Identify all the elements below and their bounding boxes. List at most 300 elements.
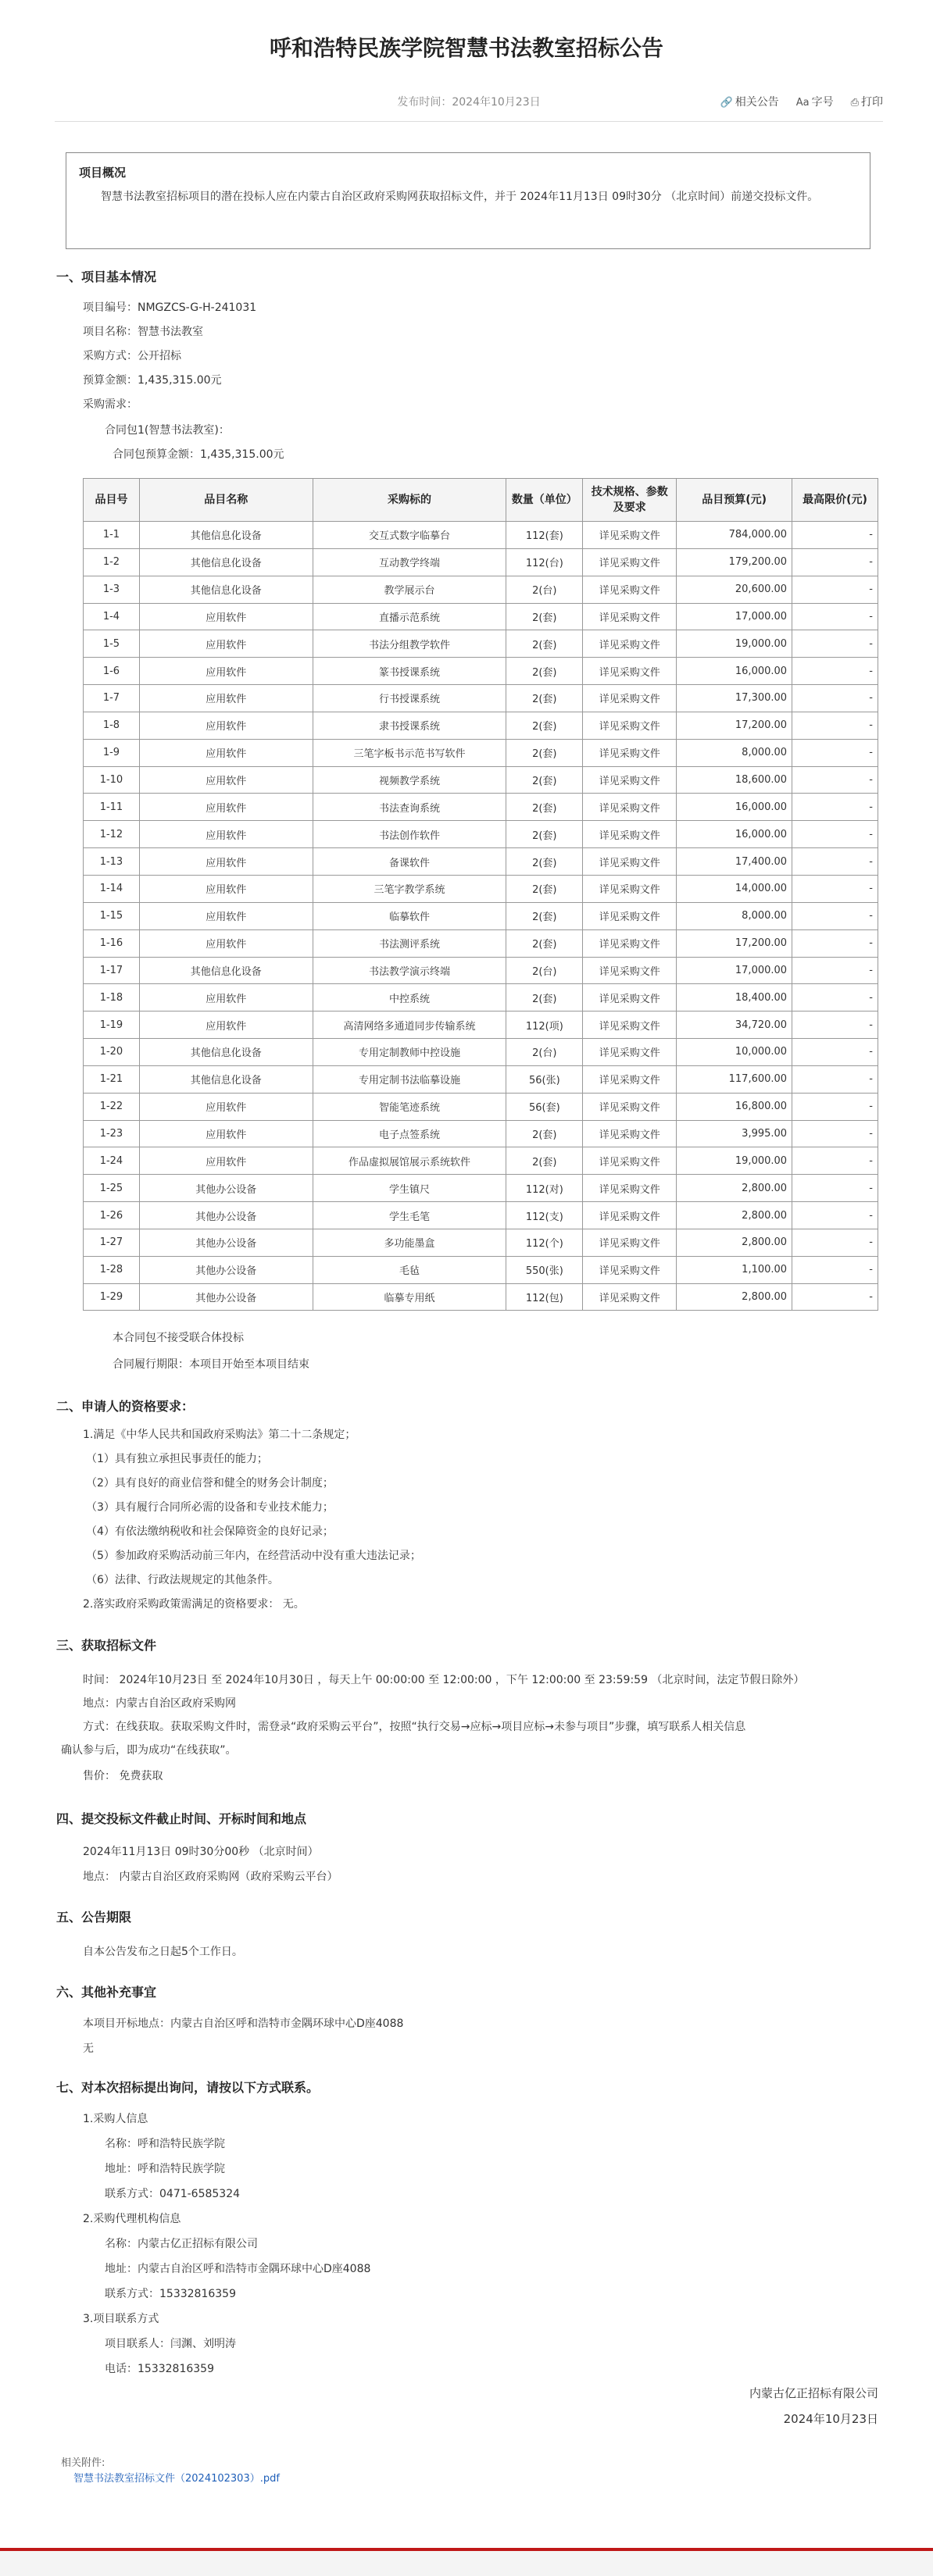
table-cell: 学生镇尺 bbox=[313, 1175, 506, 1202]
table-cell: 2(套) bbox=[506, 630, 583, 658]
table-cell: - bbox=[792, 794, 878, 821]
table-cell: 应用软件 bbox=[139, 739, 313, 766]
table-cell: 16,000.00 bbox=[677, 658, 792, 685]
table-cell: - bbox=[792, 984, 878, 1011]
table-cell: - bbox=[792, 766, 878, 794]
purchaser-contact: 联系方式：0471-6585324 bbox=[105, 2188, 241, 2200]
table-cell: 112(项) bbox=[506, 1011, 583, 1039]
table-row bbox=[84, 1283, 878, 1311]
table-cell: 其他信息化设备 bbox=[139, 522, 313, 549]
table-cell: 应用软件 bbox=[139, 848, 313, 876]
table-cell: - bbox=[792, 603, 878, 630]
column-header: 数量（单位） bbox=[506, 479, 583, 522]
procurement-need: 采购需求： bbox=[83, 398, 138, 411]
table-cell: 18,600.00 bbox=[677, 766, 792, 794]
table-cell: 20,600.00 bbox=[677, 576, 792, 603]
table-cell: 其他办公设备 bbox=[139, 1229, 313, 1256]
table-row bbox=[84, 794, 878, 821]
table-cell: 其他办公设备 bbox=[139, 1256, 313, 1283]
notice-period: 自本公告发布之日起5个工作日。 bbox=[83, 1946, 243, 1958]
agency-address: 地址：内蒙古自治区呼和浩特市金隅环球中心D座4088 bbox=[105, 2263, 371, 2275]
printer-icon: ⎙ bbox=[850, 97, 859, 109]
table-cell: - bbox=[792, 1229, 878, 1256]
table-cell: 临摹软件 bbox=[313, 902, 506, 929]
procurement-method: 采购方式：公开招标 bbox=[83, 350, 181, 362]
toolbar bbox=[720, 94, 883, 109]
table-cell: 书法创作软件 bbox=[313, 821, 506, 848]
table-cell: 应用软件 bbox=[139, 685, 313, 712]
qualification-line: 2.落实政府采购政策需满足的资格要求： 无。 bbox=[83, 1598, 305, 1611]
table-cell: 应用软件 bbox=[139, 794, 313, 821]
table-cell: 详见采购文件 bbox=[583, 1093, 677, 1120]
section-7-title: 七、对本次招标提出询问，请按以下方式联系。 bbox=[56, 2080, 320, 2095]
project-contact-heading: 3.项目联系方式 bbox=[83, 2313, 159, 2325]
table-cell: - bbox=[792, 1120, 878, 1147]
purchaser-address: 地址：呼和浩特民族学院 bbox=[105, 2163, 225, 2175]
table-cell: 2(套) bbox=[506, 712, 583, 739]
page-title: 呼和浩特民族学院智慧书法教室招标公告 bbox=[269, 35, 663, 61]
agency-name: 名称：内蒙古亿正招标有限公司 bbox=[105, 2238, 258, 2250]
project-contact-phone: 电话：15332816359 bbox=[105, 2363, 214, 2375]
table-cell: 详见采购文件 bbox=[583, 548, 677, 576]
section-2-title: 二、申请人的资格要求： bbox=[56, 1399, 195, 1414]
table-row bbox=[84, 685, 878, 712]
table-cell: 三笔字板书示范书写软件 bbox=[313, 739, 506, 766]
table-row bbox=[84, 1093, 878, 1120]
signature-org: 内蒙古亿正招标有限公司 bbox=[749, 2386, 878, 2400]
table-cell: 17,300.00 bbox=[677, 685, 792, 712]
table-cell: 2(套) bbox=[506, 1120, 583, 1147]
table-cell: 其他信息化设备 bbox=[139, 1065, 313, 1093]
table-cell: 2(台) bbox=[506, 1039, 583, 1066]
table-cell: 详见采购文件 bbox=[583, 1175, 677, 1202]
table-cell: 互动教学终端 bbox=[313, 548, 506, 576]
qualification-line: （6）法律、行政法规规定的其他条件。 bbox=[86, 1574, 279, 1586]
table-row bbox=[84, 1229, 878, 1256]
table-cell: 112(套) bbox=[506, 522, 583, 549]
table-cell: 112(台) bbox=[506, 548, 583, 576]
table-cell: - bbox=[792, 875, 878, 902]
table-cell: 详见采购文件 bbox=[583, 658, 677, 685]
table-cell: - bbox=[792, 576, 878, 603]
table-cell: 作品虚拟展馆展示系统软件 bbox=[313, 1147, 506, 1175]
package-note-2: 合同履行期限：本项目开始至本项目结束 bbox=[113, 1358, 309, 1371]
table-cell: 应用软件 bbox=[139, 929, 313, 957]
deadline-time: 2024年11月13日 09时30分00秒 （北京时间） bbox=[83, 1846, 319, 1858]
table-cell: 17,400.00 bbox=[677, 848, 792, 876]
table-cell: 1-26 bbox=[84, 1202, 140, 1229]
table-cell: 2(套) bbox=[506, 739, 583, 766]
publish-time: 发布时间：2024年10月23日 bbox=[397, 96, 541, 109]
table-cell: 详见采购文件 bbox=[583, 902, 677, 929]
column-header: 品目号 bbox=[84, 479, 140, 522]
table-cell: - bbox=[792, 1039, 878, 1066]
table-cell: 智能笔迹系统 bbox=[313, 1093, 506, 1120]
table-cell: 1-25 bbox=[84, 1175, 140, 1202]
table-cell: 8,000.00 bbox=[677, 902, 792, 929]
table-cell: 1-17 bbox=[84, 957, 140, 984]
table-row bbox=[84, 1011, 878, 1039]
table-cell: 其他信息化设备 bbox=[139, 576, 313, 603]
agency-contact: 联系方式：15332816359 bbox=[105, 2288, 236, 2300]
table-cell: - bbox=[792, 821, 878, 848]
obtain-time: 时间： 2024年10月23日 至 2024年10月30日 ，每天上午 00:00:00 至 12:00:00 ，下午 12:00:00 至 23:59:59 （北京时间，法定节假日除外） bbox=[83, 1674, 805, 1686]
table-cell: 其他信息化设备 bbox=[139, 548, 313, 576]
table-cell: 多功能墨盒 bbox=[313, 1229, 506, 1256]
table-cell: 应用软件 bbox=[139, 1120, 313, 1147]
summary-heading: 项目概况 bbox=[79, 166, 127, 180]
table-cell: 2(套) bbox=[506, 1147, 583, 1175]
table-cell: 1-22 bbox=[84, 1093, 140, 1120]
table-cell: 详见采购文件 bbox=[583, 522, 677, 549]
table-cell: - bbox=[792, 848, 878, 876]
table-cell: 16,800.00 bbox=[677, 1093, 792, 1120]
table-cell: 详见采购文件 bbox=[583, 1202, 677, 1229]
table-cell: 应用软件 bbox=[139, 766, 313, 794]
budget-amount: 预算金额：1,435,315.00元 bbox=[83, 374, 222, 387]
table-cell: 毛毡 bbox=[313, 1256, 506, 1283]
signature-date: 2024年10月23日 bbox=[783, 2412, 878, 2426]
table-cell: 详见采购文件 bbox=[583, 929, 677, 957]
table-row bbox=[84, 1039, 878, 1066]
table-cell: 17,000.00 bbox=[677, 957, 792, 984]
table-cell: 书法分组教学软件 bbox=[313, 630, 506, 658]
table-cell: - bbox=[792, 630, 878, 658]
table-cell: 179,200.00 bbox=[677, 548, 792, 576]
table-cell: 1-6 bbox=[84, 658, 140, 685]
table-cell: - bbox=[792, 739, 878, 766]
table-cell: 1-24 bbox=[84, 1147, 140, 1175]
table-cell: 详见采购文件 bbox=[583, 576, 677, 603]
table-row bbox=[84, 522, 878, 549]
contract-package: 合同包1(智慧书法教室)： bbox=[105, 424, 230, 437]
qualification-line: （3）具有履行合同所必需的设备和专业技术能力； bbox=[86, 1501, 334, 1514]
table-cell: 1-7 bbox=[84, 685, 140, 712]
table-cell: 详见采购文件 bbox=[583, 794, 677, 821]
table-cell: 17,200.00 bbox=[677, 712, 792, 739]
table-cell: 1-1 bbox=[84, 522, 140, 549]
table-cell: 550(张) bbox=[506, 1256, 583, 1283]
table-cell: 2,800.00 bbox=[677, 1202, 792, 1229]
column-header: 品目名称 bbox=[139, 479, 313, 522]
table-cell: 详见采购文件 bbox=[583, 739, 677, 766]
table-cell: 应用软件 bbox=[139, 902, 313, 929]
table-row bbox=[84, 1202, 878, 1229]
table-cell: - bbox=[792, 957, 878, 984]
table-cell: 1-18 bbox=[84, 984, 140, 1011]
section-3-title: 三、获取招标文件 bbox=[56, 1638, 157, 1653]
table-cell: 1-15 bbox=[84, 902, 140, 929]
table-cell: 其他信息化设备 bbox=[139, 957, 313, 984]
table-cell: 2(套) bbox=[506, 603, 583, 630]
table-cell: 2,800.00 bbox=[677, 1283, 792, 1311]
print-label: 打印 bbox=[861, 96, 883, 109]
table-cell: 应用软件 bbox=[139, 603, 313, 630]
table-cell: - bbox=[792, 685, 878, 712]
column-header: 技术规格、参数及要求 bbox=[583, 479, 677, 522]
attachments-label: 相关附件: bbox=[61, 2457, 105, 2469]
table-cell: - bbox=[792, 1147, 878, 1175]
related-notice-label: 相关公告 bbox=[735, 96, 779, 109]
table-cell: 其他办公设备 bbox=[139, 1283, 313, 1311]
qualification-line: （1）具有独立承担民事责任的能力； bbox=[86, 1453, 268, 1465]
table-cell: 详见采购文件 bbox=[583, 1120, 677, 1147]
table-cell: 其他办公设备 bbox=[139, 1175, 313, 1202]
table-row bbox=[84, 576, 878, 603]
table-cell: 专用定制书法临摹设施 bbox=[313, 1065, 506, 1093]
table-cell: 专用定制教师中控设施 bbox=[313, 1039, 506, 1066]
table-cell: 2(套) bbox=[506, 902, 583, 929]
summary-text: 智慧书法教室招标项目的潜在投标人应在内蒙古自治区政府采购网获取招标文件，并于 2024年11月13日 09时30分 （北京时间）前递交投标文件。 bbox=[101, 191, 819, 203]
table-cell: 应用软件 bbox=[139, 1011, 313, 1039]
table-cell: 详见采购文件 bbox=[583, 875, 677, 902]
table-cell: - bbox=[792, 522, 878, 549]
table-cell: - bbox=[792, 1256, 878, 1283]
qualification-line: （2）具有良好的商业信誉和健全的财务会计制度； bbox=[86, 1477, 334, 1490]
table-cell: 高清网络多通道同步传输系统 bbox=[313, 1011, 506, 1039]
table-cell: 其他信息化设备 bbox=[139, 1039, 313, 1066]
table-cell: 交互式数字临摹台 bbox=[313, 522, 506, 549]
table-row bbox=[84, 902, 878, 929]
table-cell: 详见采购文件 bbox=[583, 821, 677, 848]
table-cell: 2(套) bbox=[506, 875, 583, 902]
table-row bbox=[84, 1065, 878, 1093]
table-row bbox=[84, 766, 878, 794]
table-cell: 其他办公设备 bbox=[139, 1202, 313, 1229]
table-cell: 详见采购文件 bbox=[583, 848, 677, 876]
table-cell: 1-13 bbox=[84, 848, 140, 876]
table-cell: 34,720.00 bbox=[677, 1011, 792, 1039]
table-cell: 2(套) bbox=[506, 984, 583, 1011]
table-row bbox=[84, 929, 878, 957]
table-cell: 56(套) bbox=[506, 1093, 583, 1120]
section-1-title: 一、项目基本情况 bbox=[56, 269, 157, 284]
table-cell: 详见采购文件 bbox=[583, 630, 677, 658]
table-cell: 详见采购文件 bbox=[583, 1283, 677, 1311]
table-cell: - bbox=[792, 902, 878, 929]
table-cell: - bbox=[792, 1065, 878, 1093]
table-cell: 详见采购文件 bbox=[583, 1229, 677, 1256]
table-cell: 篆书授课系统 bbox=[313, 658, 506, 685]
project-contact-person: 项目联系人：闫渊、刘明涛 bbox=[105, 2338, 236, 2350]
table-cell: 视频教学系统 bbox=[313, 766, 506, 794]
table-header-row bbox=[84, 479, 878, 522]
table-cell: 16,000.00 bbox=[677, 794, 792, 821]
table-row bbox=[84, 821, 878, 848]
table-cell: 1-4 bbox=[84, 603, 140, 630]
table-cell: 1-29 bbox=[84, 1283, 140, 1311]
table-cell: 16,000.00 bbox=[677, 821, 792, 848]
table-cell: 详见采购文件 bbox=[583, 984, 677, 1011]
table-cell: 112(个) bbox=[506, 1229, 583, 1256]
table-cell: 1,100.00 bbox=[677, 1256, 792, 1283]
table-cell: 书法测评系统 bbox=[313, 929, 506, 957]
table-cell: 2(套) bbox=[506, 929, 583, 957]
table-cell: 行书授课系统 bbox=[313, 685, 506, 712]
table-cell: 18,400.00 bbox=[677, 984, 792, 1011]
table-cell: 1-16 bbox=[84, 929, 140, 957]
table-cell: 详见采购文件 bbox=[583, 766, 677, 794]
table-row bbox=[84, 957, 878, 984]
table-cell: 8,000.00 bbox=[677, 739, 792, 766]
table-cell: 学生毛笔 bbox=[313, 1202, 506, 1229]
table-cell: 1-21 bbox=[84, 1065, 140, 1093]
obtain-method: 方式：在线获取。获取采购文件时，需登录“政府采购云平台”，按照“执行交易→应标→项目应标→未参与项目”步骤，填写联系人相关信息 bbox=[83, 1721, 746, 1733]
table-row bbox=[84, 712, 878, 739]
table-row bbox=[84, 848, 878, 876]
table-cell: 隶书授课系统 bbox=[313, 712, 506, 739]
project-number: 项目编号：NMGZCS-G-H-241031 bbox=[83, 301, 257, 314]
table-cell: 1-2 bbox=[84, 548, 140, 576]
table-row bbox=[84, 548, 878, 576]
purchaser-heading: 1.采购人信息 bbox=[83, 2113, 148, 2125]
footer bbox=[0, 2548, 933, 2576]
table-cell: 784,000.00 bbox=[677, 522, 792, 549]
table-cell: 详见采购文件 bbox=[583, 957, 677, 984]
table-cell: 1-28 bbox=[84, 1256, 140, 1283]
table-cell: 17,000.00 bbox=[677, 603, 792, 630]
table-cell: 2(台) bbox=[506, 957, 583, 984]
table-cell: 112(对) bbox=[506, 1175, 583, 1202]
table-cell: - bbox=[792, 548, 878, 576]
table-cell: 1-8 bbox=[84, 712, 140, 739]
table-cell: 3,995.00 bbox=[677, 1120, 792, 1147]
table-cell: 1-9 bbox=[84, 739, 140, 766]
package-budget: 合同包预算金额：1,435,315.00元 bbox=[113, 448, 284, 461]
table-cell: - bbox=[792, 929, 878, 957]
table-cell: 应用软件 bbox=[139, 630, 313, 658]
table-cell: 1-3 bbox=[84, 576, 140, 603]
attachment-link[interactable]: 智慧书法教室招标文件（20241023​03）.pdf bbox=[73, 2473, 280, 2485]
table-cell: 详见采购文件 bbox=[583, 685, 677, 712]
section-4-title: 四、提交投标文件截止时间、开标时间和地点 bbox=[56, 1811, 307, 1826]
table-cell: 2,800.00 bbox=[677, 1229, 792, 1256]
table-cell: - bbox=[792, 1202, 878, 1229]
table-row bbox=[84, 984, 878, 1011]
obtain-price: 售价： 免费获取 bbox=[83, 1770, 163, 1782]
table-cell: 应用软件 bbox=[139, 712, 313, 739]
table-cell: 2,800.00 bbox=[677, 1175, 792, 1202]
table-cell: 19,000.00 bbox=[677, 630, 792, 658]
qualification-line: （4）有依法缴纳税收和社会保障资金的良好记录； bbox=[86, 1525, 334, 1538]
purchaser-name: 名称：呼和浩特民族学院 bbox=[105, 2138, 225, 2150]
items-table bbox=[83, 478, 878, 1311]
agency-heading: 2.采购代理机构信息 bbox=[83, 2213, 181, 2225]
project-name: 项目名称：智慧书法教室 bbox=[83, 326, 203, 338]
table-cell: 2(套) bbox=[506, 766, 583, 794]
table-cell: 1-10 bbox=[84, 766, 140, 794]
table-cell: 1-5 bbox=[84, 630, 140, 658]
table-cell: 备课软件 bbox=[313, 848, 506, 876]
table-cell: 三笔字教学系统 bbox=[313, 875, 506, 902]
table-cell: 2(套) bbox=[506, 685, 583, 712]
table-cell: 14,000.00 bbox=[677, 875, 792, 902]
table-cell: 56(张) bbox=[506, 1065, 583, 1093]
table-cell: 1-27 bbox=[84, 1229, 140, 1256]
other-notes: 无 bbox=[83, 2043, 94, 2055]
table-cell: - bbox=[792, 1011, 878, 1039]
table-cell: 2(套) bbox=[506, 821, 583, 848]
table-row bbox=[84, 1147, 878, 1175]
table-cell: 17,200.00 bbox=[677, 929, 792, 957]
table-cell: 1-11 bbox=[84, 794, 140, 821]
table-cell: 详见采购文件 bbox=[583, 712, 677, 739]
table-row bbox=[84, 1120, 878, 1147]
qualification-line: 1.满足《中华人民共和国政府采购法》第二十二条规定； bbox=[83, 1429, 356, 1441]
table-cell: 应用软件 bbox=[139, 658, 313, 685]
obtain-place: 地点：内蒙古自治区政府采购网 bbox=[83, 1697, 236, 1710]
table-cell: 19,000.00 bbox=[677, 1147, 792, 1175]
project-summary-box bbox=[66, 152, 870, 249]
table-row bbox=[84, 658, 878, 685]
table-cell: 应用软件 bbox=[139, 821, 313, 848]
print-button[interactable] bbox=[851, 94, 883, 109]
font-size-label: 字号 bbox=[811, 96, 834, 109]
table-cell: 应用软件 bbox=[139, 984, 313, 1011]
table-cell: 详见采购文件 bbox=[583, 1147, 677, 1175]
table-cell: - bbox=[792, 1093, 878, 1120]
link-icon: 🔗 bbox=[720, 97, 733, 109]
table-row bbox=[84, 1256, 878, 1283]
table-row bbox=[84, 630, 878, 658]
column-header: 采购标的 bbox=[313, 479, 506, 522]
footer-accent-bar bbox=[0, 2548, 933, 2551]
table-cell: 应用软件 bbox=[139, 875, 313, 902]
table-cell: 1-12 bbox=[84, 821, 140, 848]
table-row bbox=[84, 603, 878, 630]
table-row bbox=[84, 1175, 878, 1202]
table-cell: - bbox=[792, 712, 878, 739]
table-cell: 2(台) bbox=[506, 576, 583, 603]
section-6-title: 六、其他补充事宜 bbox=[56, 1985, 157, 2000]
table-cell: 书法教学演示终端 bbox=[313, 957, 506, 984]
column-header: 品目预算(元) bbox=[677, 479, 792, 522]
deadline-place: 地点： 内蒙古自治区政府采购网（政府采购云平台） bbox=[83, 1871, 338, 1883]
table-cell: 详见采购文件 bbox=[583, 603, 677, 630]
table-body bbox=[84, 522, 878, 1311]
obtain-method-cont: 确认参与后，即为成功“在线获取”。 bbox=[61, 1744, 237, 1757]
table-cell: 2(套) bbox=[506, 794, 583, 821]
column-header: 最高限价(元) bbox=[792, 479, 878, 522]
table-row bbox=[84, 875, 878, 902]
table-cell: 应用软件 bbox=[139, 1093, 313, 1120]
table-cell: 112(包) bbox=[506, 1283, 583, 1311]
table-cell: 1-23 bbox=[84, 1120, 140, 1147]
package-note-1: 本合同包不接受联合体投标 bbox=[113, 1332, 244, 1344]
section-5-title: 五、公告期限 bbox=[56, 1910, 132, 1925]
table-cell: 教学展示台 bbox=[313, 576, 506, 603]
table-cell: 112(支) bbox=[506, 1202, 583, 1229]
table-cell: - bbox=[792, 658, 878, 685]
opening-place: 本项目开标地点：内蒙古自治区呼和浩特市金隅环球中心D座4088 bbox=[83, 2018, 404, 2030]
table-cell: 书法查询系统 bbox=[313, 794, 506, 821]
table-cell: 详见采购文件 bbox=[583, 1011, 677, 1039]
table-cell: 1-20 bbox=[84, 1039, 140, 1066]
table-cell: 1-14 bbox=[84, 875, 140, 902]
table-row bbox=[84, 739, 878, 766]
meta-line bbox=[55, 94, 883, 111]
table-cell: 应用软件 bbox=[139, 1147, 313, 1175]
related-notice-button[interactable] bbox=[720, 94, 779, 109]
table-cell: 2(套) bbox=[506, 658, 583, 685]
font-size-icon: Aa bbox=[795, 97, 810, 109]
table-cell: 临摹专用纸 bbox=[313, 1283, 506, 1311]
table-cell: 10,000.00 bbox=[677, 1039, 792, 1066]
divider bbox=[55, 121, 883, 122]
table-cell: 中控系统 bbox=[313, 984, 506, 1011]
table-cell: 2(套) bbox=[506, 848, 583, 876]
font-size-button[interactable] bbox=[796, 94, 834, 109]
